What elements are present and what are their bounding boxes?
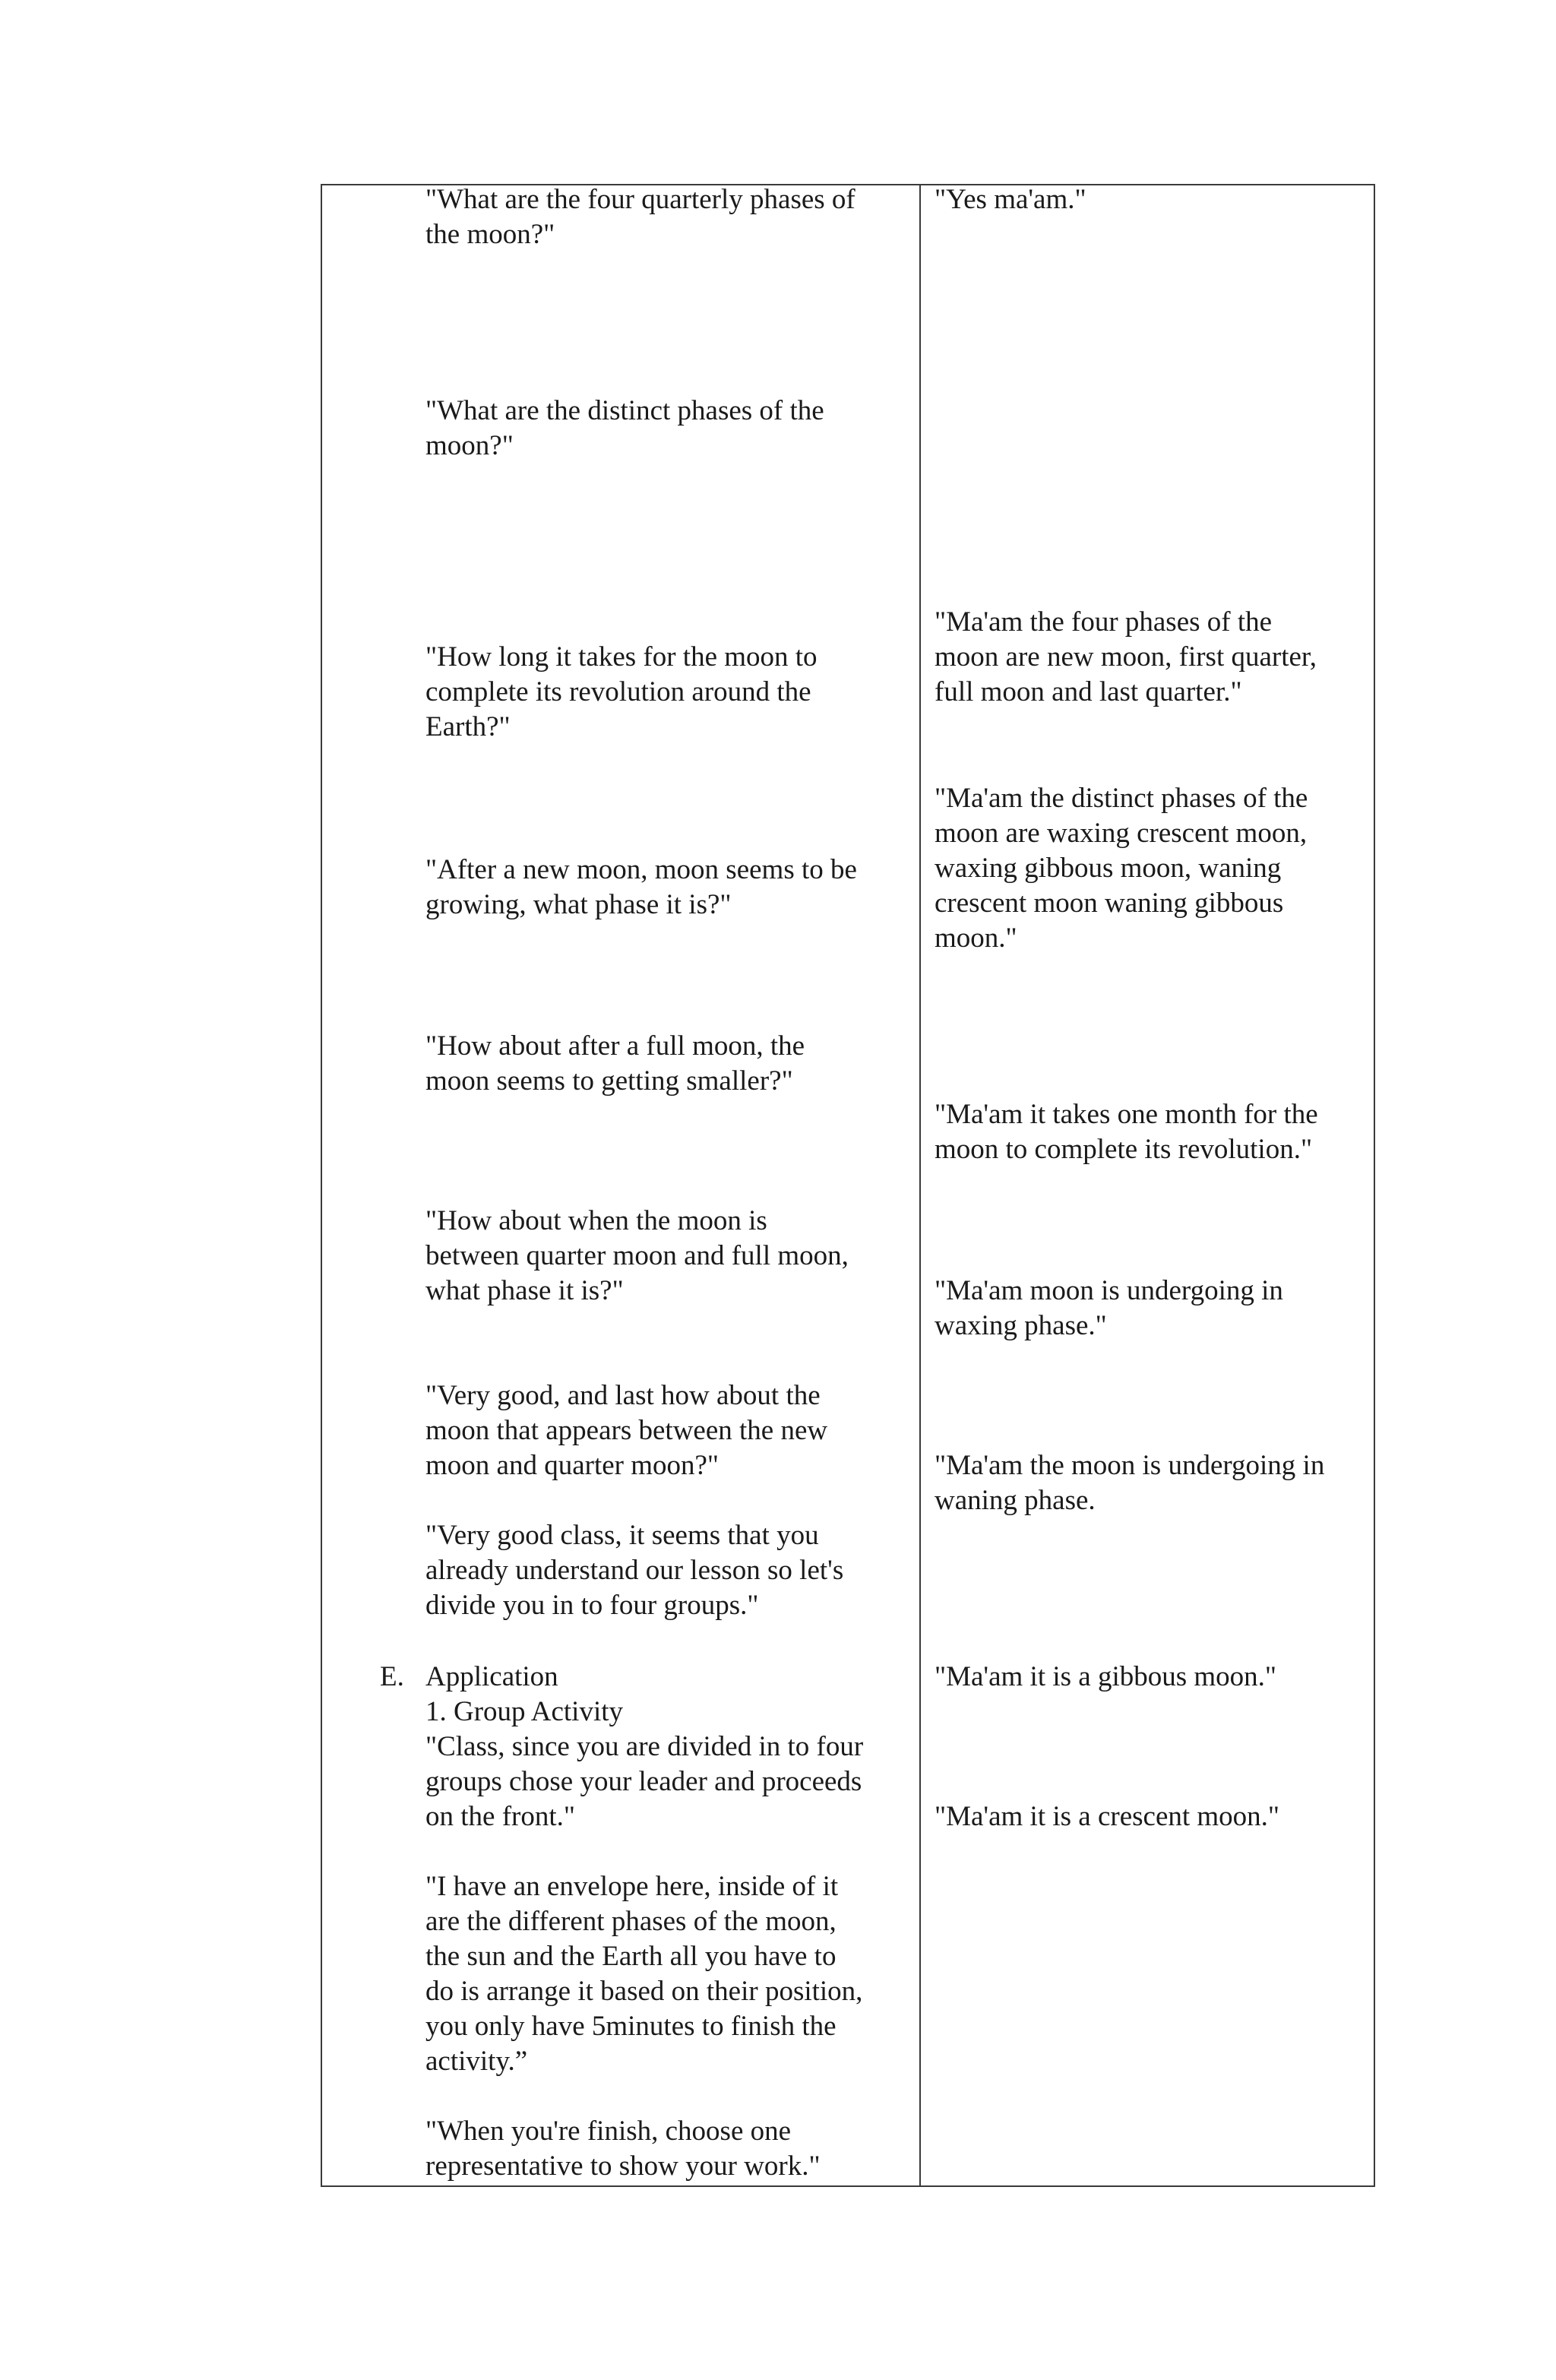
activity-title: 1. Group Activity xyxy=(425,1696,624,1727)
teacher-question-revolution: "How long it takes for the moon to complete its revolution around the Earth?" xyxy=(425,641,818,742)
student-answer-yes: "Yes ma'am." xyxy=(935,184,1086,215)
teacher-question-growing: "After a new moon, moon seems to be growing, what phase it is?" xyxy=(425,854,857,920)
instruction-envelope: "I have an envelope here, inside of it are the different phases of the moon, the sun and the Earth all you have to do is arrange it based on their position, you only have 5minutes to finish the activity.” xyxy=(425,1871,863,2077)
instruction-representative: "When you're finish, choose one representative to show your work." xyxy=(425,2116,821,2182)
student-answer-crescent: "Ma'am it is a crescent moon." xyxy=(935,1801,1280,1832)
teacher-divide-groups: "Very good class, it seems that you already understand our lesson so let's divide you in to four groups." xyxy=(425,1520,844,1621)
instruction-choose-leader: "Class, since you are divided in to four groups chose your leader and proceeds on the front." xyxy=(425,1731,864,1832)
section-title: Application xyxy=(425,1661,558,1692)
student-answer-distinct-phases: "Ma'am the distinct phases of the moon are waxing crescent moon, waxing gibbous moon, waning crescent moon waning gibbous moon." xyxy=(935,783,1308,954)
student-answer-waning: "Ma'am the moon is undergoing in waning phase. xyxy=(935,1450,1325,1516)
teacher-question-distinct-phases: "What are the distinct phases of the moon?" xyxy=(425,395,824,461)
teacher-question-quarter-full: "How about when the moon is between quarter moon and full moon, what phase it is?" xyxy=(425,1205,849,1306)
student-answer-gibbous: "Ma'am it is a gibbous moon." xyxy=(935,1661,1277,1692)
teacher-question-four-phases: "What are the four quarterly phases of the moon?" xyxy=(425,184,855,250)
teacher-question-smaller: "How about after a full moon, the moon seems to getting smaller?" xyxy=(425,1030,805,1097)
section-marker: E. xyxy=(380,1661,404,1692)
student-answer-four-phases: "Ma'am the four phases of the moon are new moon, first quarter, full moon and last quarter." xyxy=(935,606,1317,707)
column-divider xyxy=(919,184,921,2187)
student-answer-waxing: "Ma'am moon is undergoing in waxing phase." xyxy=(935,1275,1283,1341)
student-answer-revolution: "Ma'am it takes one month for the moon to complete its revolution." xyxy=(935,1099,1318,1165)
teacher-question-new-quarter: "Very good, and last how about the moon that appears between the new moon and quarter moon?" xyxy=(425,1380,828,1481)
